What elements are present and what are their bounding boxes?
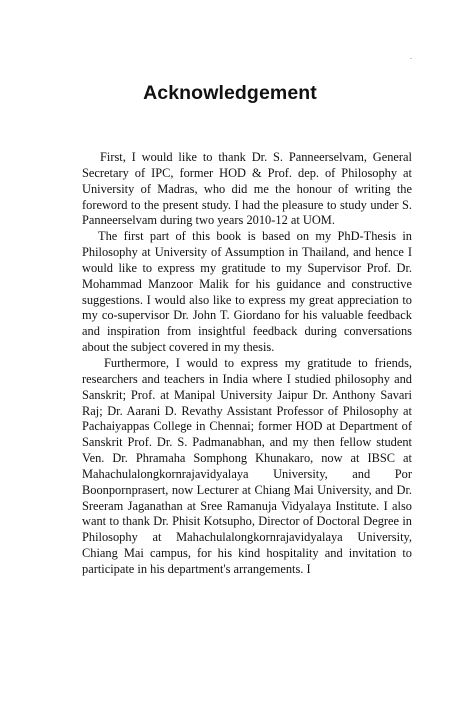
corner-mark: . bbox=[410, 52, 412, 61]
page-title: Acknowledgement bbox=[143, 82, 317, 104]
body-text bbox=[82, 150, 412, 578]
paragraph-1: First, I would like to thank Dr. S. Panneerselvam, General Secretary of IPC, former HOD & Prof. dep. of Philosophy at University of Madras, who did me the honour of writing the foreword to the present study. I had the pleasure to study under S. Panneerselvam during two years 2010-12 at UOM. bbox=[82, 150, 412, 228]
paragraph-2: The first part of this book is based on my PhD-Thesis in Philosophy at University of Assumption in Thailand, and hence I would like to express my gratitude to my Supervisor Prof. Dr. Mohammad Manzoor Malik for his guidance and constructive suggestions. I would also like to express my great appreciation to my co-supervisor Dr. John T. Giordano for his valuable feedback and inspiration from insightful feedback during conversations about the subject covered in my thesis. bbox=[82, 229, 412, 355]
paragraph-3: Furthermore, I would to express my gratitude to friends, researchers and teachers in India where I studied philosophy and Sanskrit; Prof. at Manipal University Jaipur Dr. Anthony Savari Raj; Dr. Aarani D. Revathy Assistant Professor of Philosophy at Pachaiyappas College in Chennai; former HOD at Department of Sanskrit Prof. Dr. S. Padmanabhan, and my then fellow student Ven. Dr. Phramaha Somphong Khunakaro, now at IBSC at Mahachulalongkornrajavidyalaya University, and Por Boonpornprasert, now Lecturer at Chiang Mai University, and Dr. Sreeram Jaganathan at Sree Ramanuja Vidyalaya Institute. I also want to thank Dr. Phisit Kotsupho, Director of Doctoral Degree in Philosophy at Mahachulalongkornrajavidyalaya University, Chiang Mai campus, for his kind hospitality and invitation to participate in his department's arrangements. I bbox=[82, 355, 412, 576]
